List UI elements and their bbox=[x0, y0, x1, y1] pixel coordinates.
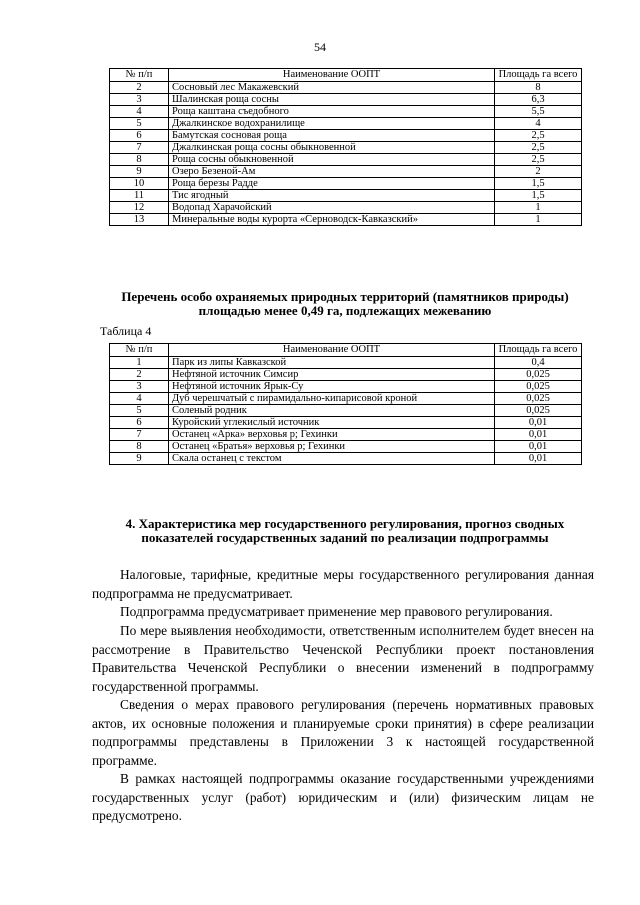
table-row bbox=[110, 94, 582, 106]
row-number: 2 bbox=[110, 82, 169, 94]
paragraph-legal-regulation: Подпрограмма предусматривает применение мер правового регулирования. bbox=[120, 604, 553, 619]
table-label: Таблица 4 bbox=[100, 324, 152, 338]
area-size: 0,01 bbox=[495, 441, 582, 453]
area-size: 2 bbox=[495, 166, 582, 178]
row-number: 7 bbox=[110, 429, 169, 441]
area-size: 0,025 bbox=[495, 405, 582, 417]
area-name: Дуб черешчатый с пирамидально-кипарисовой кроной bbox=[169, 393, 495, 405]
row-number: 1 bbox=[110, 357, 169, 369]
area-name: Шалинская роща сосны bbox=[169, 94, 495, 106]
area-name: Останец «Арка» верховья р; Гехинки bbox=[169, 429, 495, 441]
area-name: Роща сосны обыкновенной bbox=[169, 154, 495, 166]
protected-areas-table bbox=[109, 68, 582, 226]
area-name: Роща каштана съедобного bbox=[169, 106, 495, 118]
area-name: Минеральные воды курорта «Серноводск-Кавказский» bbox=[169, 214, 495, 226]
area-name: Джалкинская роща сосны обыкновенной bbox=[169, 142, 495, 154]
row-number: 9 bbox=[110, 166, 169, 178]
area-size: 4 bbox=[495, 118, 582, 130]
table-row bbox=[110, 130, 582, 142]
table-header-row bbox=[110, 69, 582, 82]
row-number: 2 bbox=[110, 369, 169, 381]
table-row bbox=[110, 178, 582, 190]
column-header-area: Площадь га всего bbox=[495, 344, 582, 357]
column-header-number: № п/п bbox=[110, 69, 169, 82]
table-row bbox=[110, 142, 582, 154]
table-row bbox=[110, 405, 582, 417]
table-row bbox=[110, 393, 582, 405]
paragraph-state-services: В рамках настоящей подпрограммы оказание государственными учреждениями государственных услуг (работ) юридическим и (или) физическим лицам не предусмотрено. bbox=[92, 771, 594, 824]
area-name: Останец «Братья» верховья р; Гехинки bbox=[169, 441, 495, 453]
area-size: 0,01 bbox=[495, 453, 582, 465]
page-number: 54 bbox=[314, 40, 326, 54]
area-size: 1,5 bbox=[495, 190, 582, 202]
row-number: 3 bbox=[110, 381, 169, 393]
table-row bbox=[110, 369, 582, 381]
row-number: 3 bbox=[110, 94, 169, 106]
area-name: Озеро Безеной-Ам bbox=[169, 166, 495, 178]
table-header-row bbox=[110, 344, 582, 357]
column-header-name: Наименование ООПТ bbox=[169, 69, 495, 82]
table-row bbox=[110, 190, 582, 202]
area-size: 0,025 bbox=[495, 381, 582, 393]
row-number: 11 bbox=[110, 190, 169, 202]
paragraph-appendix-reference: Сведения о мерах правового регулирования (перечень нормативных правовых актов, их основные положения и планируемые сроки принятия) в сфере реализации подпрограммы представлены в Приложении 3 к настоящей государственной программе. bbox=[92, 697, 594, 768]
area-name: Нефтяной источник Симсир bbox=[169, 369, 495, 381]
area-name: Роща березы Радде bbox=[169, 178, 495, 190]
row-number: 8 bbox=[110, 441, 169, 453]
table-row bbox=[110, 118, 582, 130]
paragraph-draft-resolution: По мере выявления необходимости, ответственным исполнителем будет внесен на рассмотрение в Правительство Чеченской Республики проект постановления Правительства Чеченской Республики о внесении изменений в подпрограмму государственной программы. bbox=[92, 623, 594, 694]
area-size: 0,01 bbox=[495, 417, 582, 429]
table-row bbox=[110, 82, 582, 94]
area-name: Джалкинское водохранилище bbox=[169, 118, 495, 130]
column-header-name: Наименование ООПТ bbox=[169, 344, 495, 357]
table-row bbox=[110, 453, 582, 465]
table-row bbox=[110, 441, 582, 453]
area-size: 0,01 bbox=[495, 429, 582, 441]
area-name: Куройский углекислый источник bbox=[169, 417, 495, 429]
area-size: 5,5 bbox=[495, 106, 582, 118]
area-size: 2,5 bbox=[495, 154, 582, 166]
table-row bbox=[110, 166, 582, 178]
table-row bbox=[110, 154, 582, 166]
row-number: 5 bbox=[110, 405, 169, 417]
area-name: Парк из липы Кавказской bbox=[169, 357, 495, 369]
row-number: 13 bbox=[110, 214, 169, 226]
table-row bbox=[110, 357, 582, 369]
area-size: 2,5 bbox=[495, 142, 582, 154]
area-size: 0,025 bbox=[495, 393, 582, 405]
column-header-number: № п/п bbox=[110, 344, 169, 357]
row-number: 7 bbox=[110, 142, 169, 154]
row-number: 6 bbox=[110, 130, 169, 142]
row-number: 4 bbox=[110, 393, 169, 405]
area-name: Нефтяной источник Ярык-Су bbox=[169, 381, 495, 393]
paragraph-tax-measures: Налоговые, тарифные, кредитные меры государственного регулирования данная подпрограмма не предусматривает. bbox=[92, 567, 594, 601]
table-row bbox=[110, 417, 582, 429]
area-name: Соленый родник bbox=[169, 405, 495, 417]
area-name: Бамутская сосновая роща bbox=[169, 130, 495, 142]
area-name: Сосновый лес Макажевский bbox=[169, 82, 495, 94]
row-number: 6 bbox=[110, 417, 169, 429]
row-number: 5 bbox=[110, 118, 169, 130]
table-body bbox=[110, 82, 582, 226]
area-size: 0,025 bbox=[495, 369, 582, 381]
area-size: 1 bbox=[495, 202, 582, 214]
row-number: 10 bbox=[110, 178, 169, 190]
column-header-area: Площадь га всего bbox=[495, 69, 582, 82]
row-number: 12 bbox=[110, 202, 169, 214]
area-size: 2,5 bbox=[495, 130, 582, 142]
row-number: 8 bbox=[110, 154, 169, 166]
table-row bbox=[110, 381, 582, 393]
area-size: 6,3 bbox=[495, 94, 582, 106]
table-row bbox=[110, 106, 582, 118]
table-body bbox=[110, 357, 582, 465]
list-title: Перечень особо охраняемых природных территорий (памятников природы) площадью менее 0,49 га, подлежащих межеванию bbox=[121, 289, 569, 318]
table-row bbox=[110, 429, 582, 441]
area-name: Водопад Харачойский bbox=[169, 202, 495, 214]
area-name: Тис ягодный bbox=[169, 190, 495, 202]
area-name: Скала останец с текстом bbox=[169, 453, 495, 465]
area-size: 8 bbox=[495, 82, 582, 94]
section-4-title: 4. Характеристика мер государственного регулирования, прогноз сводных показателей государственных заданий по реализации подпрограммы bbox=[125, 516, 565, 545]
table-row bbox=[110, 202, 582, 214]
area-size: 0,4 bbox=[495, 357, 582, 369]
area-size: 1 bbox=[495, 214, 582, 226]
small-protected-areas-table bbox=[109, 343, 582, 465]
area-size: 1,5 bbox=[495, 178, 582, 190]
row-number: 9 bbox=[110, 453, 169, 465]
row-number: 4 bbox=[110, 106, 169, 118]
table-row bbox=[110, 214, 582, 226]
